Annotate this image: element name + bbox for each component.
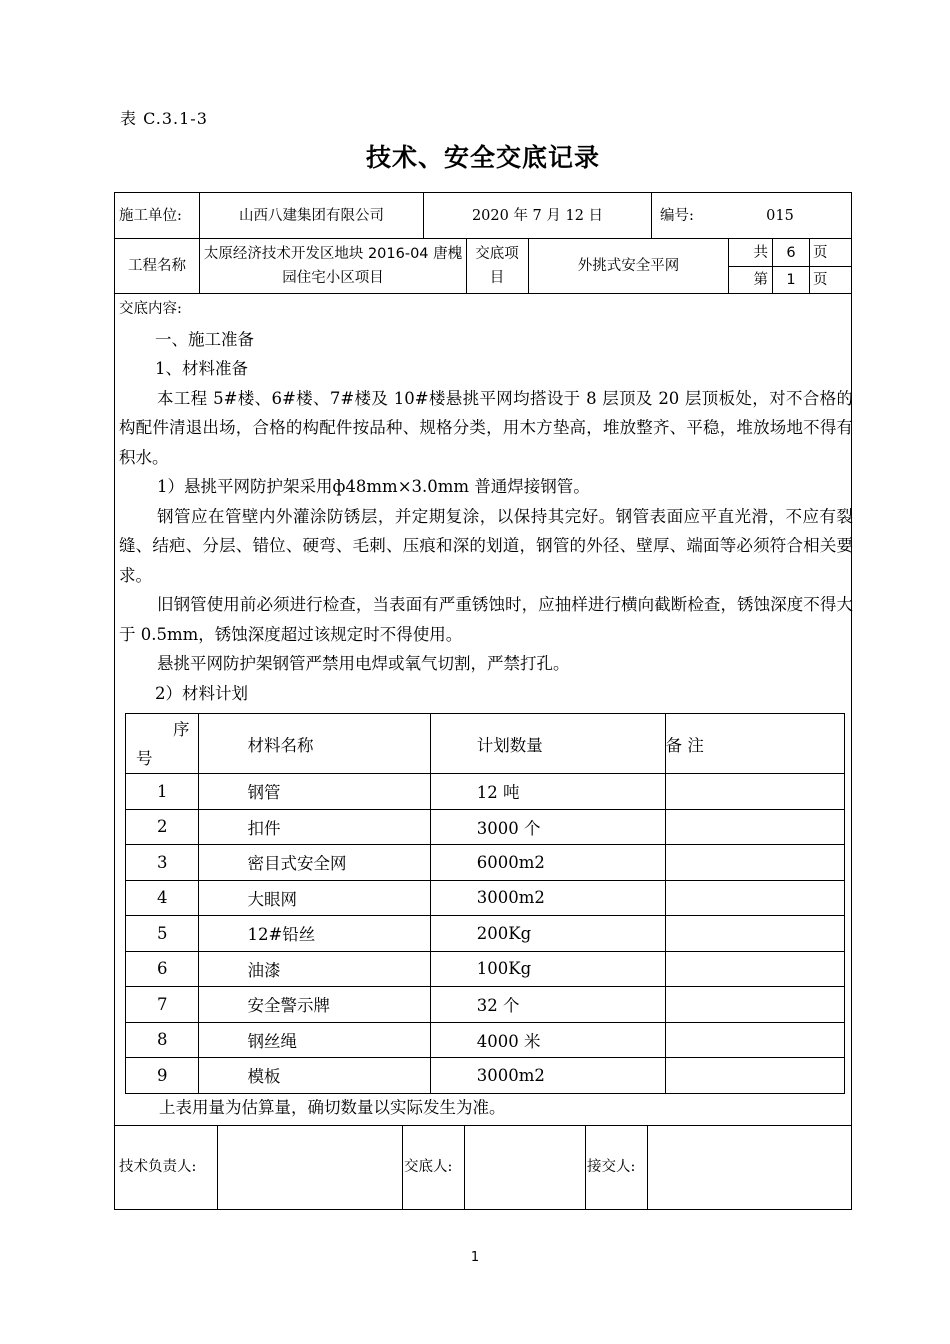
header-remark: 备 注 xyxy=(665,714,844,774)
cell-material-name: 扣件 xyxy=(199,809,430,845)
cell-remark xyxy=(665,1022,844,1058)
paragraph: 1）悬挑平网防护架采用ф48mm×3.0mm 普通焊接钢管。 xyxy=(157,477,590,496)
cell-remark xyxy=(665,1058,844,1094)
paragraph: 旧钢管使用前必须进行检查，当表面有严重锈蚀时，应抽样进行横向截断检查，锈蚀深度不得大于 0.5mm，锈蚀深度超过该规定时不得使用。 xyxy=(119,595,853,644)
cell-remark xyxy=(665,916,844,952)
cell-quantity: 32 个 xyxy=(430,987,665,1023)
item-label: 交底项目 xyxy=(475,246,519,286)
receiver-label: 接交人: xyxy=(587,1159,636,1175)
cell-remark xyxy=(665,845,844,881)
cell-material-name: 大眼网 xyxy=(199,880,430,916)
cell-material-name: 油漆 xyxy=(199,951,430,987)
cell-quantity: 6000m2 xyxy=(430,845,665,881)
paragraph: 悬挑平网防护架钢管严禁用电焊或氧气切割，严禁打孔。 xyxy=(157,654,570,673)
paragraph: 本工程 5#楼、6#楼、7#楼及 10#楼悬挑平网均搭设于 8 层顶及 20 层顶板处，对不合格的构配件清退出场，合格的构配件按品种、规格分类，用木方垫高，堆放整齐、平稳，堆放场地不得有积水。 xyxy=(119,388,853,467)
section-heading: 一、施工准备 xyxy=(155,329,254,349)
receiver-signature[interactable] xyxy=(648,1125,851,1209)
col-divider xyxy=(585,1125,586,1209)
table-row xyxy=(126,880,845,916)
subsection-heading: 2）材料计划 xyxy=(155,683,248,703)
handover-label: 交底人: xyxy=(404,1159,453,1175)
table-row xyxy=(126,951,845,987)
current-page: 1 xyxy=(786,272,796,288)
header-seq: 序 号 xyxy=(126,714,199,774)
cell-quantity: 12 吨 xyxy=(430,774,665,810)
table-header-row xyxy=(126,714,845,774)
cell-seq: 7 xyxy=(126,987,199,1023)
col-divider xyxy=(809,238,810,293)
total-pages: 6 xyxy=(786,244,796,261)
table-row xyxy=(126,845,845,881)
material-plan-table xyxy=(125,713,845,1094)
col-divider xyxy=(466,238,467,293)
number-value: 015 xyxy=(766,207,794,224)
cell-quantity: 200Kg xyxy=(430,916,665,952)
cell-remark xyxy=(665,987,844,1023)
cell-seq: 6 xyxy=(126,951,199,987)
cell-remark xyxy=(665,774,844,810)
cell-seq: 5 xyxy=(126,916,199,952)
col-divider xyxy=(402,1125,403,1209)
document-title: 技术、安全交底记录 xyxy=(365,143,600,172)
form-number: 表 C.3.1-3 xyxy=(120,109,208,128)
tech-lead-label: 技术负责人: xyxy=(119,1159,197,1175)
subsection-heading: 1、材料准备 xyxy=(155,359,248,378)
table-row xyxy=(126,809,845,845)
table-row xyxy=(126,987,845,1023)
page-unit: 页 xyxy=(813,272,828,288)
cell-seq: 3 xyxy=(126,845,199,881)
project-value: 太原经济技术开发区地块 2016-04 唐槐园住宅小区项目 xyxy=(203,246,463,286)
row-divider xyxy=(115,293,851,294)
cell-quantity: 4000 米 xyxy=(430,1022,665,1058)
cell-remark xyxy=(665,880,844,916)
cell-material-name: 密目式安全网 xyxy=(199,845,430,881)
disclosure-form xyxy=(114,192,852,1210)
cell-seq: 8 xyxy=(126,1022,199,1058)
page-label: 第 xyxy=(753,272,768,288)
table-row xyxy=(126,1058,845,1094)
cell-seq: 1 xyxy=(126,774,199,810)
cell-quantity: 3000m2 xyxy=(430,880,665,916)
cell-material-name: 12#铅丝 xyxy=(199,916,430,952)
cell-seq: 9 xyxy=(126,1058,199,1094)
table-row xyxy=(126,1022,845,1058)
tech-lead-signature[interactable] xyxy=(218,1125,402,1209)
cell-material-name: 钢管 xyxy=(199,774,430,810)
number-label: 编号: xyxy=(660,207,694,224)
cell-remark xyxy=(665,951,844,987)
total-unit: 页 xyxy=(813,244,828,261)
project-label: 工程名称 xyxy=(128,258,186,274)
unit-value: 山西八建集团有限公司 xyxy=(239,207,384,224)
col-divider xyxy=(651,193,652,238)
item-value: 外挑式安全平网 xyxy=(577,258,680,274)
paragraph: 钢管应在管壁内外灌涂防锈层，并定期复涂，以保持其完好。钢管表面应平直光滑，不应有裂缝、结疤、分层、错位、硬弯、毛刺、压痕和深的划道，钢管的外径、壁厚、端面等必须符合相关要求。 xyxy=(119,506,853,585)
cell-material-name: 安全警示牌 xyxy=(199,987,430,1023)
unit-label: 施工单位: xyxy=(119,207,182,224)
header-qty: 计划数量 xyxy=(430,714,665,774)
cell-material-name: 模板 xyxy=(199,1058,430,1094)
header-name: 材料名称 xyxy=(199,714,430,774)
page-number: 1 xyxy=(470,1250,480,1265)
disclosure-date: 2020 年 7 月 12 日 xyxy=(471,207,604,224)
footnote: 上表用量为估算量，确切数量以实际发生为准。 xyxy=(159,1098,506,1117)
disclosure-content xyxy=(115,295,853,708)
cell-quantity: 3000 个 xyxy=(430,809,665,845)
cell-seq: 4 xyxy=(126,880,199,916)
cell-quantity: 100Kg xyxy=(430,951,665,987)
content-label: 交底内容: xyxy=(119,301,182,317)
cell-seq: 2 xyxy=(126,809,199,845)
cell-quantity: 3000m2 xyxy=(430,1058,665,1094)
table-row xyxy=(126,916,845,952)
table-row xyxy=(126,774,845,810)
total-label: 共 xyxy=(753,244,768,261)
handover-signature[interactable] xyxy=(465,1125,585,1209)
cell-remark xyxy=(665,809,844,845)
cell-material-name: 钢丝绳 xyxy=(199,1022,430,1058)
